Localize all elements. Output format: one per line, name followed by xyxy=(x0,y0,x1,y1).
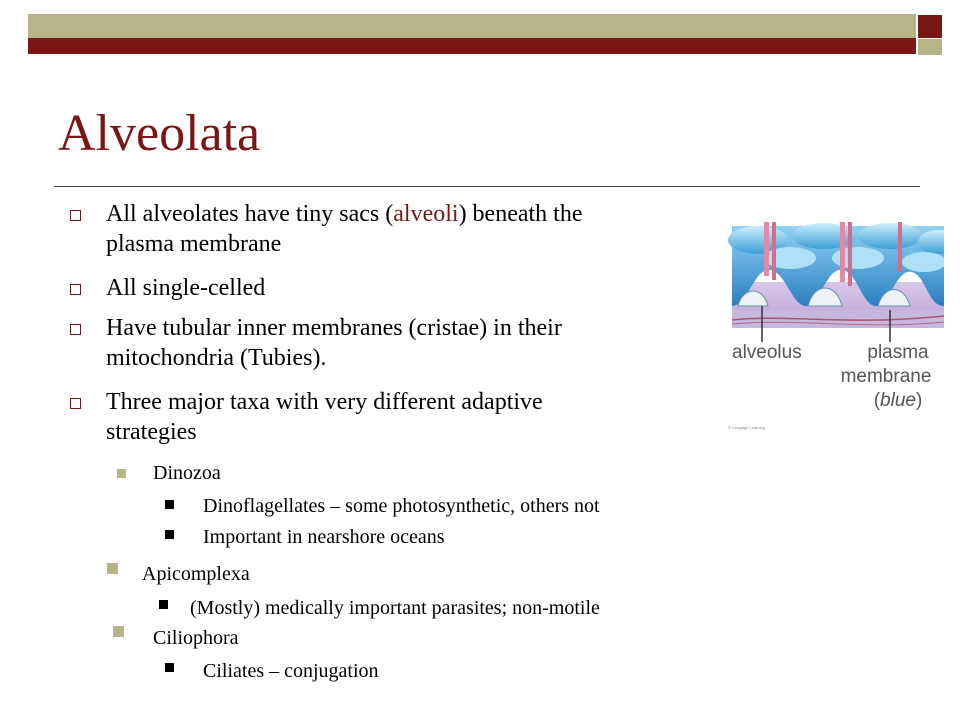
figure-credit: © Cengage Learning xyxy=(728,425,765,430)
label-alveolus: alveolus xyxy=(732,342,802,363)
taxon-dinozoa: Dinozoa xyxy=(153,462,221,484)
dinozoa-item-2: Important in nearshore oceans xyxy=(203,526,445,548)
olive-square-bullet-icon xyxy=(107,563,118,574)
square-bullet-icon xyxy=(165,530,174,539)
header-bar-maroon xyxy=(28,38,916,54)
taxon-apicomplexa: Apicomplexa xyxy=(142,563,250,585)
hollow-square-bullet-icon xyxy=(70,324,81,335)
header-square-olive xyxy=(918,39,942,55)
header-bar-olive xyxy=(28,14,916,38)
taxon-ciliophora: Ciliophora xyxy=(153,627,239,649)
label-blue: (blue) xyxy=(873,390,923,411)
square-bullet-icon xyxy=(165,500,174,509)
title-divider xyxy=(54,186,920,187)
dinozoa-item-1: Dinoflagellates – some photosynthetic, others not xyxy=(203,495,600,517)
bullet-single-celled: All single-celled xyxy=(106,275,266,301)
header-square-maroon xyxy=(918,15,942,38)
alveoli-term: alveoli xyxy=(393,201,459,227)
slide-title: Alveolata xyxy=(58,105,261,162)
hollow-square-bullet-icon xyxy=(70,284,81,295)
ciliophora-item-1: Ciliates – conjugation xyxy=(203,660,379,682)
bullet-cristae-line2: mitochondria (Tubies). xyxy=(106,345,327,371)
apicomplexa-item-1: (Mostly) medically important parasites; non-motile xyxy=(190,597,600,619)
square-bullet-icon xyxy=(165,663,174,672)
olive-square-bullet-icon xyxy=(117,469,126,478)
square-bullet-icon xyxy=(159,600,168,609)
label-plasma: plasma xyxy=(867,342,929,363)
alveoli-diagram xyxy=(728,222,944,432)
bullet-alveoli-pre: All alveolates have tiny sacs ( xyxy=(106,201,394,227)
label-membrane: membrane xyxy=(840,366,932,387)
label-blue-word: blue xyxy=(880,390,916,411)
olive-square-bullet-icon xyxy=(113,626,124,637)
hollow-square-bullet-icon xyxy=(70,398,81,409)
hollow-square-bullet-icon xyxy=(70,210,81,221)
bullet-taxa-line2: strategies xyxy=(106,419,197,445)
bullet-alveoli-post: ) beneath the xyxy=(458,201,583,227)
bullet-alveoli xyxy=(106,200,583,228)
bullet-alveoli-line2: plasma membrane xyxy=(106,231,282,257)
bullet-cristae: Have tubular inner membranes (cristae) in their xyxy=(106,315,562,341)
bullet-taxa: Three major taxa with very different adaptive xyxy=(106,389,543,415)
